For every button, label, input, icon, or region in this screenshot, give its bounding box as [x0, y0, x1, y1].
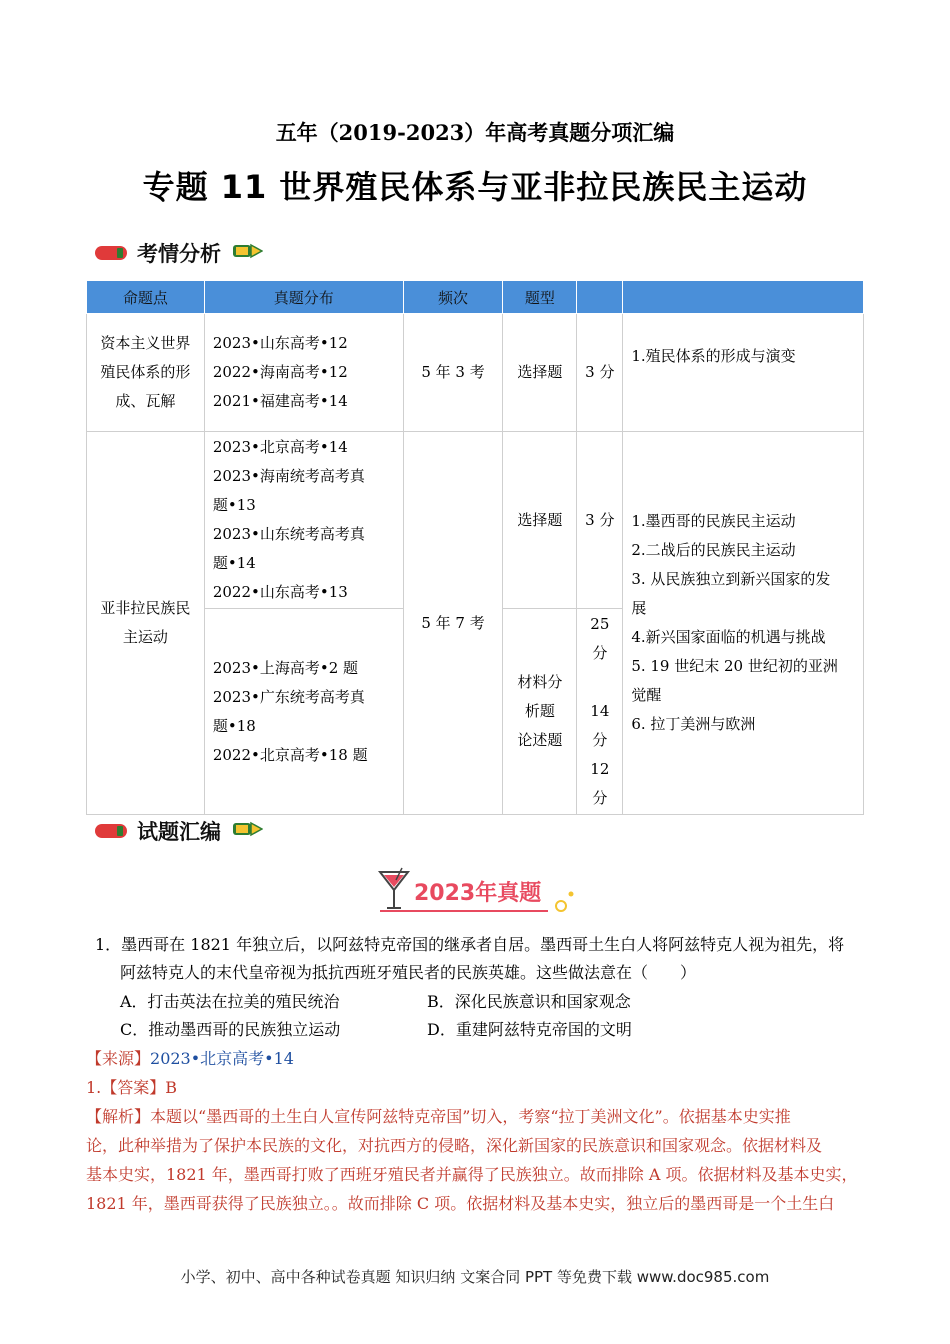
page-subtitle: 五年（2019-2023）年高考真题分项汇编 [275, 120, 675, 145]
pencil-left-icon [95, 824, 127, 838]
analysis-block: 【解析】本题以“墨西哥的土生白人宣传阿兹特克帝国”切入，考察“拉丁美洲文化”。依据基本史实推 论，此种举措为了保护本民族的文化，对抗西方的侵略，深化新国家的民族意识和国家观念。依据材料及 基本史实，1821 年，墨西哥打败了西班牙殖民者并赢得了民族独立。故而排除 A 项。依据材料及基本史实， 1821 年，墨西哥获得了民族独立。。故而排除 C 项。依据材料及基本史实，独立后的墨西哥是一个土生白 [86, 1107, 858, 1213]
source-line [86, 1044, 294, 1073]
question-line-1: 1．墨西哥在 1821 年独立后，以阿兹特克帝国的继承者自居。墨西哥土生白人将阿兹特克人视为祖先，将 [95, 935, 845, 954]
score-cell: 3 分 [577, 314, 623, 432]
table-row [87, 314, 864, 432]
source-value: 2023•北京高考•14 [150, 1049, 294, 1068]
option-d: D．重建阿兹特克帝国的文明 [427, 1020, 632, 1039]
type-cell: 材料分 析题 论述题 [503, 609, 577, 815]
score-cell: 25 分 14 分 12 分 [577, 609, 623, 815]
frequency-cell: 5 年 3 考 [403, 314, 503, 432]
year-banner [378, 866, 578, 916]
topic-cell: 亚非拉民族民 主运动 [87, 432, 205, 815]
distribution-cell: 2023•山东高考•12 2022•海南高考•12 2021•福建高考•14 [204, 314, 403, 432]
table-header-row [87, 281, 864, 314]
section-analysis-label: 考情分析 [137, 242, 221, 266]
distribution-cell: 2023•上海高考•2 题 2023•广东统考高考真 题•18 2022•北京高考•18 题 [204, 609, 403, 815]
question-line-2: 阿兹特克人的末代皇帝视为抵抗西班牙殖民者的民族英雄。这些做法意在（ ） [120, 963, 697, 982]
header-topic: 命题点 [87, 281, 205, 314]
points-cell: 1.殖民体系的形成与演变 [623, 314, 864, 432]
type-cell: 选择题 [503, 314, 577, 432]
exam-analysis-table [86, 280, 864, 815]
header-points [623, 281, 864, 314]
section-analysis-header [95, 238, 263, 268]
option-a: A．打击英法在拉美的殖民统治 [120, 992, 340, 1011]
header-score [577, 281, 623, 314]
header-distribution: 真题分布 [204, 281, 403, 314]
score-cell: 3 分 [577, 432, 623, 609]
topic-cell: 资本主义世界 殖民体系的形 成、瓦解 [87, 314, 205, 432]
option-c: C．推动墨西哥的民族独立运动 [120, 1020, 341, 1039]
page-footer: 小学、初中、高中各种试卷真题 知识归纳 文案合同 PPT 等免费下载 www.doc985.com [180, 1268, 770, 1286]
source-label: 【来源】 [86, 1049, 151, 1068]
analysis-label: 【解析】 [86, 1107, 151, 1126]
type-cell: 选择题 [503, 432, 577, 609]
banner-label: 2023年真题 [414, 881, 542, 906]
header-frequency: 频次 [403, 281, 503, 314]
points-cell: 1.墨西哥的民族民主运动 2.二战后的民族民主运动 3. 从民族独立到新兴国家的发 展 4.新兴国家面临的机遇与挑战 5. 19 世纪末 20 世纪初的亚洲 觉醒 6. 拉丁美洲与欧洲 [623, 432, 864, 815]
frequency-cell: 5 年 7 考 [403, 432, 503, 815]
answer-line: 1.【答案】B [86, 1078, 178, 1097]
pencil-right-icon [233, 243, 263, 263]
option-b: B．深化民族意识和国家观念 [427, 992, 631, 1011]
pencil-right-icon [233, 821, 263, 841]
page-title: 专题 11 世界殖民体系与亚非拉民族民主运动 [142, 168, 808, 206]
section-collection-header [95, 816, 263, 846]
table-row [87, 432, 864, 609]
header-type: 题型 [503, 281, 577, 314]
pencil-left-icon [95, 246, 127, 260]
section-collection-label: 试题汇编 [137, 820, 221, 844]
distribution-cell: 2023•北京高考•14 2023•海南统考高考真 题•13 2023•山东统考高考真 题•14 2022•山东高考•13 [204, 432, 403, 609]
